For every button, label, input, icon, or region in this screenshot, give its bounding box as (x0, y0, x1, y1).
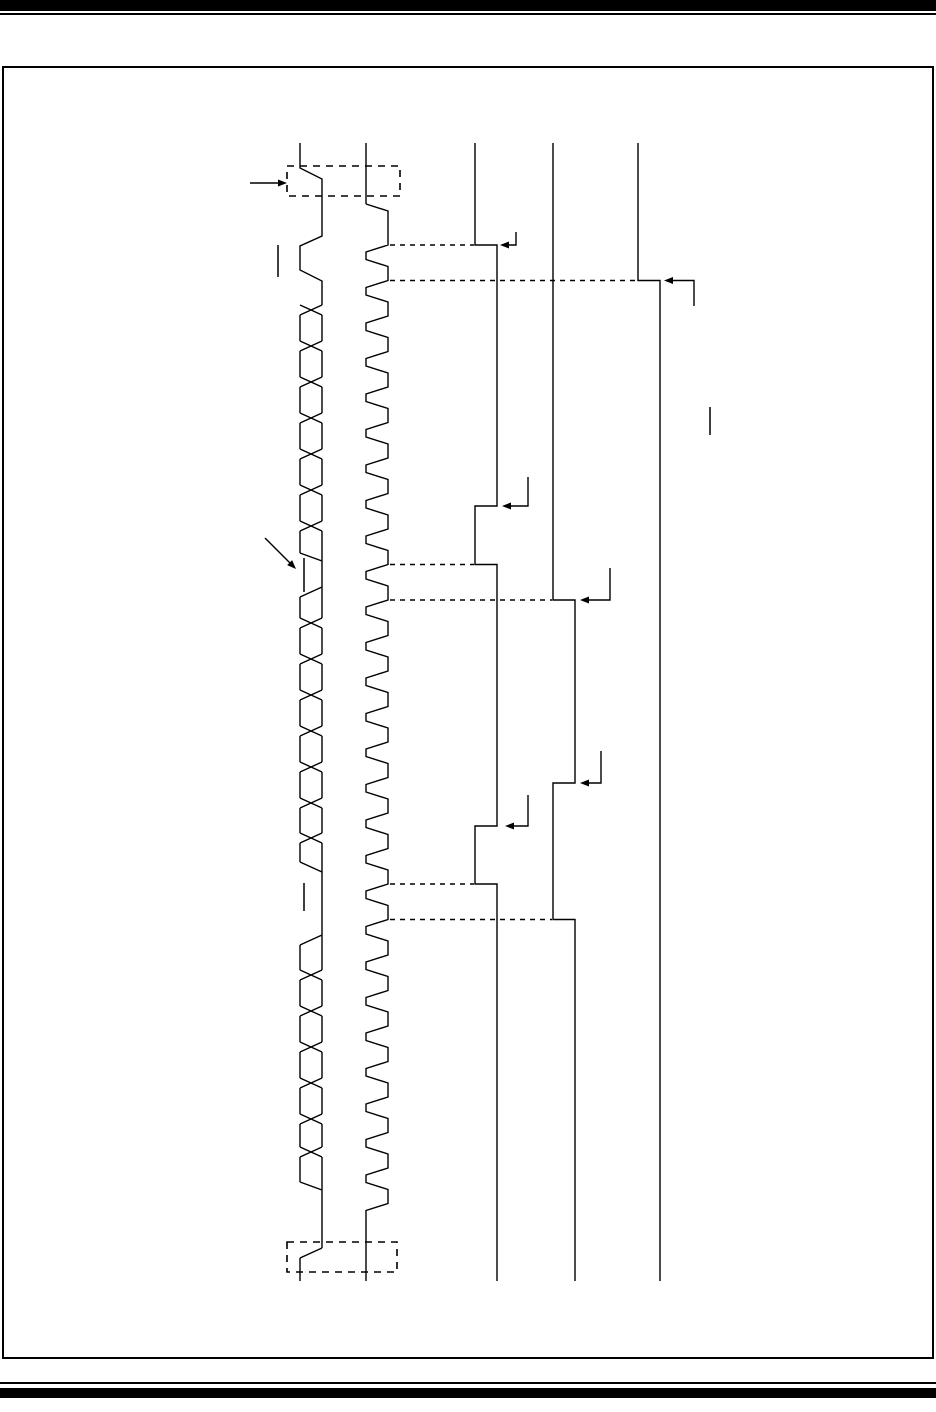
bus-split-diag-2 (300, 935, 322, 945)
bus-end-diag (300, 1248, 322, 1258)
hook-arrow-4-head (580, 597, 589, 604)
bus-signal-lead (300, 143, 322, 305)
figure-border (3, 67, 933, 1358)
start-box-arrow-head (278, 180, 287, 187)
hook-arrow-4-shaft (583, 568, 610, 600)
bus-cells-a-crossings (300, 305, 322, 531)
bus-merge-diag-3 (300, 1182, 322, 1190)
hook-arrow-1-head (500, 242, 509, 249)
clock-signal (366, 204, 388, 1281)
hook-arrow-6-shaft (508, 795, 528, 826)
hook-arrow-3-head (502, 503, 511, 510)
bottom-thick-bar (0, 1388, 936, 1398)
control-signal-2 (553, 143, 575, 1281)
control-signal-3 (638, 143, 660, 1281)
hook-arrow-2-head (664, 277, 673, 284)
top-thick-bar (0, 0, 936, 11)
hook-arrow-6-head (505, 823, 514, 830)
bus-note-arrow-shaft (265, 538, 291, 564)
bus-cells-c-crossings (300, 970, 322, 1157)
bus-cells-b-crossings (300, 618, 322, 843)
hook-arrow-5-shaft (583, 751, 601, 783)
hook-arrow-2-shaft (667, 281, 694, 307)
hook-arrow-5-head (580, 780, 589, 787)
hook-arrow-3-shaft (505, 477, 528, 506)
control-signal-1 (475, 143, 497, 1281)
top-thin-rule (0, 13, 936, 15)
bottom-thin-rule (0, 1382, 936, 1384)
bus-merge-diag-2 (300, 862, 322, 872)
hook-arrow-1-shaft (503, 232, 516, 245)
